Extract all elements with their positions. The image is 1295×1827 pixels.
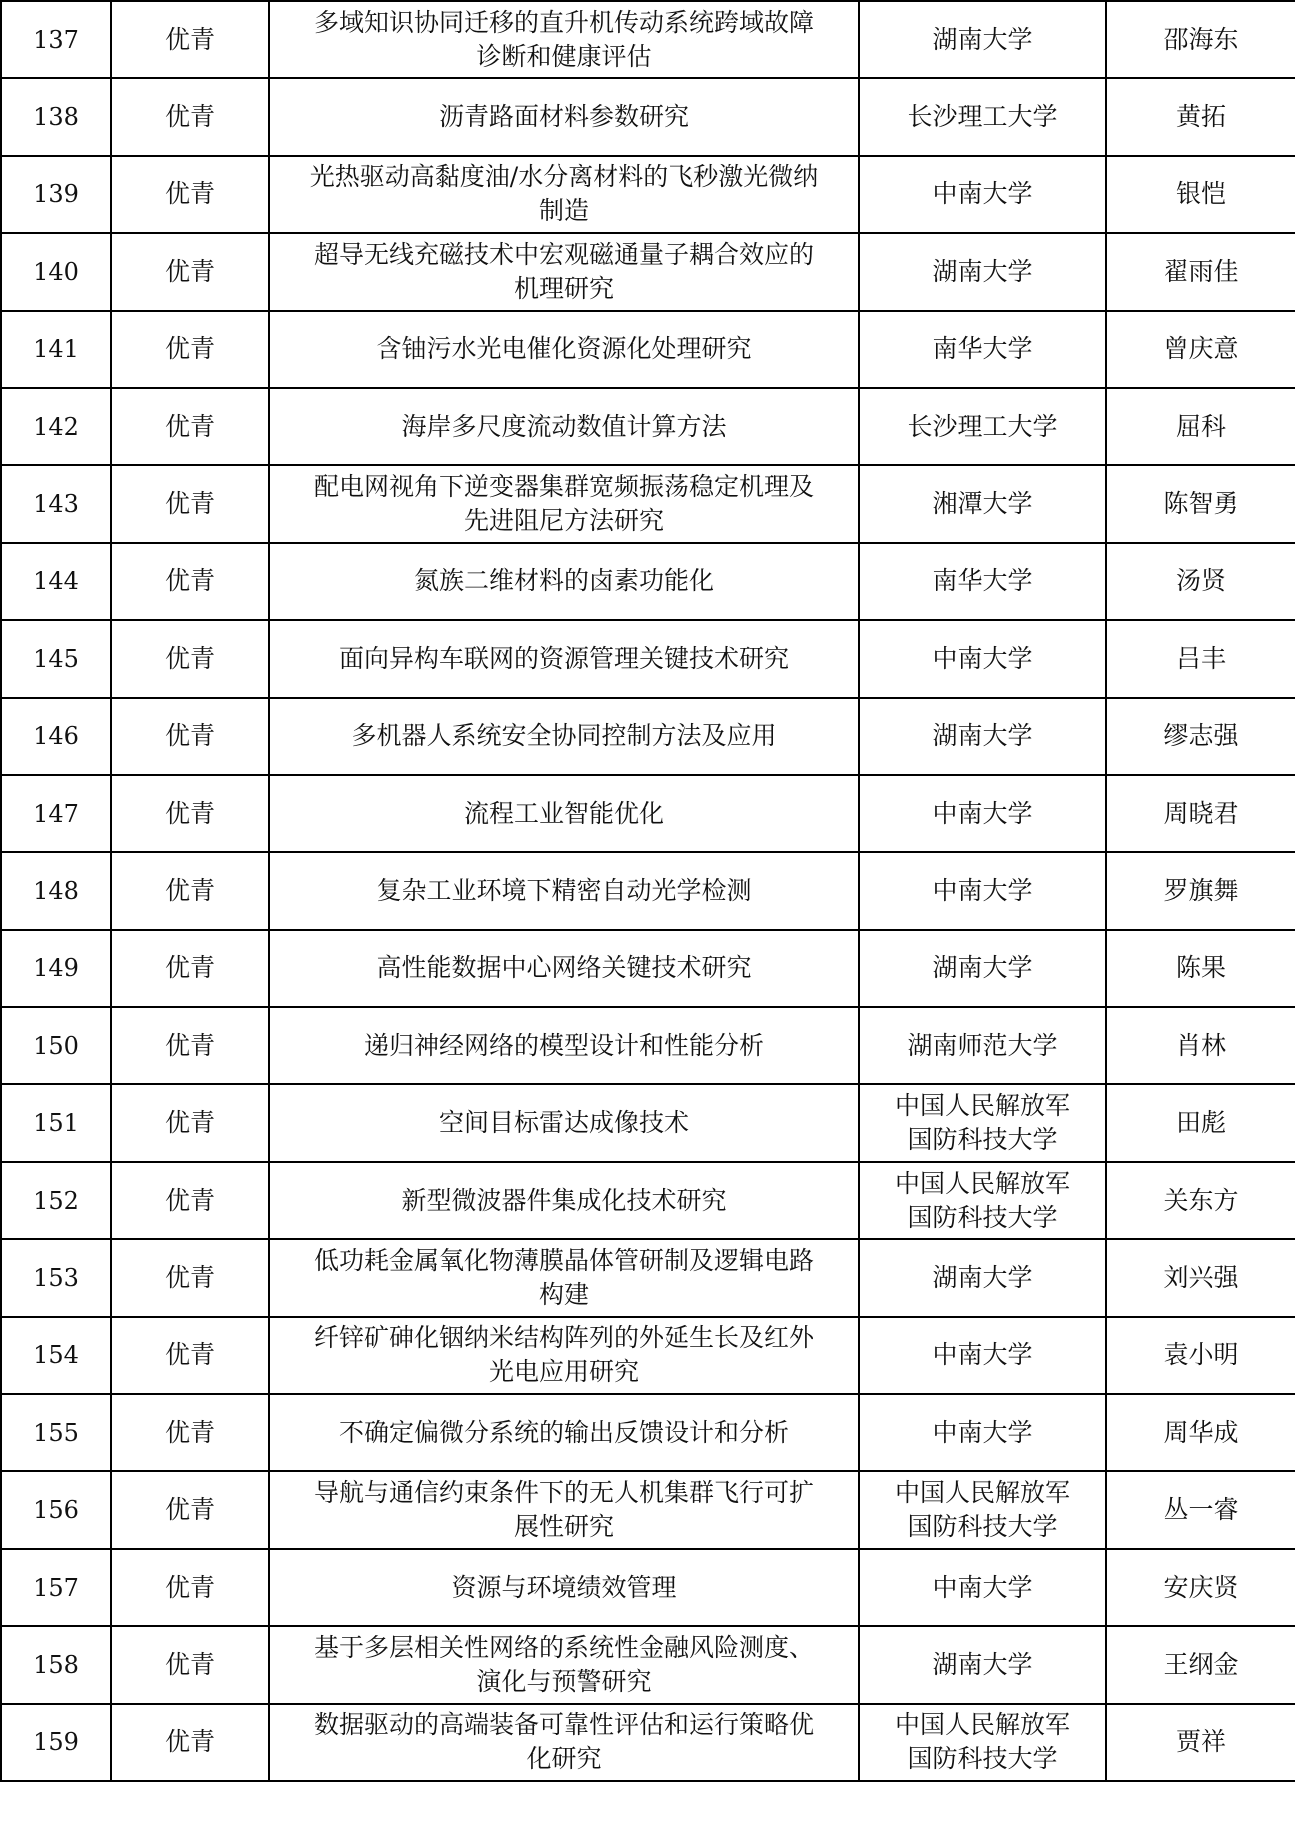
principal-name-cell bbox=[1106, 465, 1295, 542]
table-row bbox=[1, 698, 1295, 775]
principal-name-cell bbox=[1106, 156, 1295, 233]
project-type-cell bbox=[111, 1162, 269, 1239]
institution-cell bbox=[859, 388, 1106, 465]
table-row bbox=[1, 1704, 1295, 1781]
project-title-line: 光热驱动高黏度油/水分离材料的飞秒激光微纳 bbox=[309, 162, 819, 192]
project-type: 优青 bbox=[164, 179, 215, 209]
project-type: 优青 bbox=[164, 1030, 215, 1060]
project-title-line: 基于多层相关性网络的系统性金融风险测度、 bbox=[313, 1632, 814, 1662]
institution-cell bbox=[859, 465, 1106, 542]
principal-name-cell bbox=[1106, 543, 1295, 620]
project-type-cell bbox=[111, 698, 269, 775]
institution-cell bbox=[859, 1471, 1106, 1548]
principal-name: 安庆贤 bbox=[1163, 1572, 1239, 1602]
principal-name-cell bbox=[1106, 1007, 1295, 1084]
project-title-cell bbox=[269, 698, 859, 775]
principal-name: 王纲金 bbox=[1163, 1649, 1239, 1679]
project-title-line: 新型微波器件集成化技术研究 bbox=[401, 1185, 727, 1215]
project-title-cell bbox=[269, 1626, 859, 1703]
project-title-line: 资源与环境绩效管理 bbox=[451, 1572, 677, 1602]
project-type-cell bbox=[111, 543, 269, 620]
project-type: 优青 bbox=[164, 875, 215, 905]
project-title-cell bbox=[269, 852, 859, 929]
institution-line: 中国人民解放军 bbox=[894, 1478, 1070, 1508]
row-number-cell bbox=[1, 1007, 111, 1084]
project-type-cell bbox=[111, 1, 269, 78]
project-title-cell bbox=[269, 78, 859, 155]
table-row bbox=[1, 775, 1295, 852]
institution-line: 湖南师范大学 bbox=[907, 1030, 1058, 1060]
institution-line: 南华大学 bbox=[932, 334, 1033, 364]
institution-cell bbox=[859, 1007, 1106, 1084]
row-number-cell bbox=[1, 1471, 111, 1548]
institution-line: 国防科技大学 bbox=[907, 1512, 1058, 1542]
project-type-cell bbox=[111, 1626, 269, 1703]
institution-line: 国防科技大学 bbox=[907, 1744, 1058, 1774]
table-row bbox=[1, 1549, 1295, 1626]
project-title-line: 含铀污水光电催化资源化处理研究 bbox=[376, 334, 752, 364]
project-title-line: 递归神经网络的模型设计和性能分析 bbox=[363, 1030, 764, 1060]
institution-line: 中南大学 bbox=[932, 643, 1033, 673]
table-row bbox=[1, 1084, 1295, 1161]
row-number: 146 bbox=[33, 722, 79, 751]
principal-name-cell bbox=[1106, 698, 1295, 775]
principal-name-cell bbox=[1106, 930, 1295, 1007]
project-title-line: 构建 bbox=[538, 1279, 589, 1309]
institution-cell bbox=[859, 1317, 1106, 1394]
institution-line: 中南大学 bbox=[932, 1417, 1033, 1447]
project-title-line: 多域知识协同迁移的直升机传动系统跨域故障 bbox=[313, 7, 814, 37]
institution-line: 中南大学 bbox=[932, 1340, 1033, 1370]
institution-line: 长沙理工大学 bbox=[907, 411, 1058, 441]
row-number: 156 bbox=[33, 1496, 79, 1525]
institution-line: 长沙理工大学 bbox=[907, 102, 1058, 132]
project-title-cell bbox=[269, 465, 859, 542]
row-number: 143 bbox=[33, 490, 79, 519]
project-title-cell bbox=[269, 775, 859, 852]
row-number-cell bbox=[1, 698, 111, 775]
project-type: 优青 bbox=[164, 1495, 215, 1525]
institution-line: 中南大学 bbox=[932, 179, 1033, 209]
project-type: 优青 bbox=[164, 1572, 215, 1602]
institution-line: 湖南大学 bbox=[932, 256, 1033, 286]
principal-name-cell bbox=[1106, 1239, 1295, 1316]
table-row bbox=[1, 1317, 1295, 1394]
principal-name-cell bbox=[1106, 1317, 1295, 1394]
row-number-cell bbox=[1, 775, 111, 852]
project-type-cell bbox=[111, 1549, 269, 1626]
institution-cell bbox=[859, 1, 1106, 78]
table-row bbox=[1, 233, 1295, 310]
table-row bbox=[1, 388, 1295, 465]
principal-name-cell bbox=[1106, 388, 1295, 465]
institution-cell bbox=[859, 1239, 1106, 1316]
principal-name: 肖林 bbox=[1175, 1030, 1226, 1060]
institution-line: 中南大学 bbox=[932, 875, 1033, 905]
institution-line: 湘潭大学 bbox=[932, 489, 1033, 519]
project-type-cell bbox=[111, 620, 269, 697]
project-type: 优青 bbox=[164, 798, 215, 828]
principal-name: 陈果 bbox=[1175, 953, 1226, 983]
project-title-cell bbox=[269, 388, 859, 465]
principal-name: 关东方 bbox=[1163, 1185, 1239, 1215]
table-row bbox=[1, 543, 1295, 620]
table-row bbox=[1, 465, 1295, 542]
project-type-cell bbox=[111, 1239, 269, 1316]
project-title-line: 面向异构车联网的资源管理关键技术研究 bbox=[338, 643, 789, 673]
project-title-line: 展性研究 bbox=[513, 1512, 614, 1542]
project-title-cell bbox=[269, 1, 859, 78]
project-type: 优青 bbox=[164, 334, 215, 364]
project-title-line: 纤锌矿砷化铟纳米结构阵列的外延生长及红外 bbox=[313, 1323, 814, 1353]
institution-cell bbox=[859, 156, 1106, 233]
project-type-cell bbox=[111, 930, 269, 1007]
row-number: 153 bbox=[33, 1263, 79, 1292]
project-title-cell bbox=[269, 233, 859, 310]
principal-name: 曾庆意 bbox=[1163, 334, 1239, 364]
project-title-line: 超导无线充磁技术中宏观磁通量子耦合效应的 bbox=[313, 239, 814, 269]
institution-cell bbox=[859, 620, 1106, 697]
institution-line: 中国人民解放军 bbox=[894, 1710, 1070, 1740]
row-number-cell bbox=[1, 465, 111, 542]
principal-name: 翟雨佳 bbox=[1163, 256, 1239, 286]
table-row bbox=[1, 930, 1295, 1007]
institution-cell bbox=[859, 930, 1106, 1007]
row-number: 141 bbox=[33, 335, 79, 364]
institution-line: 中南大学 bbox=[932, 798, 1033, 828]
project-type: 优青 bbox=[164, 953, 215, 983]
row-number: 151 bbox=[33, 1109, 79, 1138]
row-number: 142 bbox=[33, 412, 79, 441]
row-number-cell bbox=[1, 1317, 111, 1394]
table-row bbox=[1, 311, 1295, 388]
institution-cell bbox=[859, 852, 1106, 929]
project-type-cell bbox=[111, 465, 269, 542]
project-type-cell bbox=[111, 1704, 269, 1781]
project-title-cell bbox=[269, 1084, 859, 1161]
row-number-cell bbox=[1, 1704, 111, 1781]
institution-cell bbox=[859, 698, 1106, 775]
institution-cell bbox=[859, 543, 1106, 620]
institution-line: 中南大学 bbox=[932, 1572, 1033, 1602]
institution-line: 南华大学 bbox=[932, 566, 1033, 596]
row-number-cell bbox=[1, 1626, 111, 1703]
row-number: 140 bbox=[33, 257, 79, 286]
principal-name: 黄拓 bbox=[1175, 102, 1226, 132]
project-type: 优青 bbox=[164, 1185, 215, 1215]
principal-name: 邵海东 bbox=[1163, 24, 1239, 54]
institution-line: 国防科技大学 bbox=[907, 1202, 1058, 1232]
project-title-cell bbox=[269, 1239, 859, 1316]
institution-line: 中国人民解放军 bbox=[894, 1091, 1070, 1121]
principal-name-cell bbox=[1106, 852, 1295, 929]
project-type: 优青 bbox=[164, 721, 215, 751]
row-number: 150 bbox=[33, 1031, 79, 1060]
principal-name-cell bbox=[1106, 1084, 1295, 1161]
principal-name-cell bbox=[1106, 620, 1295, 697]
project-type-cell bbox=[111, 1394, 269, 1471]
principal-name: 屈科 bbox=[1175, 411, 1226, 441]
project-title-line: 氮族二维材料的卤素功能化 bbox=[413, 566, 714, 596]
institution-cell bbox=[859, 1549, 1106, 1626]
principal-name: 丛一睿 bbox=[1163, 1495, 1239, 1525]
project-type-cell bbox=[111, 1317, 269, 1394]
row-number-cell bbox=[1, 543, 111, 620]
project-type: 优青 bbox=[164, 1108, 215, 1138]
row-number: 154 bbox=[33, 1341, 79, 1370]
institution-cell bbox=[859, 775, 1106, 852]
project-type-cell bbox=[111, 311, 269, 388]
principal-name: 周华成 bbox=[1163, 1417, 1239, 1447]
row-number: 152 bbox=[33, 1186, 79, 1215]
institution-line: 湖南大学 bbox=[932, 1262, 1033, 1292]
institution-line: 湖南大学 bbox=[932, 24, 1033, 54]
row-number-cell bbox=[1, 1, 111, 78]
table-row bbox=[1, 1471, 1295, 1548]
project-title-line: 多机器人系统安全协同控制方法及应用 bbox=[351, 721, 777, 751]
institution-cell bbox=[859, 1704, 1106, 1781]
project-title-line: 演化与预警研究 bbox=[476, 1666, 652, 1696]
principal-name: 陈智勇 bbox=[1163, 489, 1239, 519]
project-title-line: 诊断和健康评估 bbox=[476, 41, 652, 71]
table-row bbox=[1, 1007, 1295, 1084]
row-number-cell bbox=[1, 1084, 111, 1161]
principal-name-cell bbox=[1106, 311, 1295, 388]
row-number-cell bbox=[1, 1394, 111, 1471]
table-body bbox=[1, 1, 1295, 1781]
table-row bbox=[1, 852, 1295, 929]
project-title-cell bbox=[269, 1162, 859, 1239]
principal-name: 周晓君 bbox=[1163, 798, 1239, 828]
principal-name-cell bbox=[1106, 1, 1295, 78]
institution-cell bbox=[859, 1084, 1106, 1161]
project-type-cell bbox=[111, 1471, 269, 1548]
project-title-cell bbox=[269, 311, 859, 388]
project-title-line: 低功耗金属氧化物薄膜晶体管研制及逻辑电路 bbox=[313, 1245, 814, 1275]
project-type: 优青 bbox=[164, 643, 215, 673]
project-title-line: 流程工业智能优化 bbox=[463, 798, 664, 828]
project-title-line: 复杂工业环境下精密自动光学检测 bbox=[376, 875, 752, 905]
project-type: 优青 bbox=[164, 411, 215, 441]
principal-name: 袁小明 bbox=[1163, 1340, 1239, 1370]
institution-cell bbox=[859, 1394, 1106, 1471]
project-title-cell bbox=[269, 620, 859, 697]
institution-line: 中国人民解放军 bbox=[894, 1168, 1070, 1198]
project-title-cell bbox=[269, 1317, 859, 1394]
project-title-line: 配电网视角下逆变器集群宽频振荡稳定机理及 bbox=[313, 472, 814, 502]
institution-line: 湖南大学 bbox=[932, 953, 1033, 983]
project-title-line: 光电应用研究 bbox=[488, 1357, 639, 1387]
row-number: 145 bbox=[33, 644, 79, 673]
project-title-line: 空间目标雷达成像技术 bbox=[438, 1108, 689, 1138]
row-number: 155 bbox=[33, 1418, 79, 1447]
project-title-line: 制造 bbox=[538, 196, 589, 226]
institution-line: 湖南大学 bbox=[932, 721, 1033, 751]
institution-line: 国防科技大学 bbox=[907, 1125, 1058, 1155]
row-number-cell bbox=[1, 1162, 111, 1239]
project-title-line: 数据驱动的高端装备可靠性评估和运行策略优 bbox=[313, 1710, 814, 1740]
project-title-cell bbox=[269, 1007, 859, 1084]
project-title-line: 化研究 bbox=[526, 1744, 602, 1774]
project-type: 优青 bbox=[164, 256, 215, 286]
project-title-line: 导航与通信约束条件下的无人机集群飞行可扩 bbox=[313, 1478, 814, 1508]
project-type-cell bbox=[111, 156, 269, 233]
row-number: 157 bbox=[33, 1573, 79, 1602]
table-row bbox=[1, 1394, 1295, 1471]
institution-cell bbox=[859, 233, 1106, 310]
table-row bbox=[1, 620, 1295, 697]
principal-name: 刘兴强 bbox=[1163, 1262, 1239, 1292]
row-number-cell bbox=[1, 852, 111, 929]
principal-name: 罗旗舞 bbox=[1163, 875, 1239, 905]
principal-name: 吕丰 bbox=[1175, 643, 1226, 673]
institution-cell bbox=[859, 311, 1106, 388]
principal-name-cell bbox=[1106, 1626, 1295, 1703]
project-type: 优青 bbox=[164, 1340, 215, 1370]
project-type: 优青 bbox=[164, 102, 215, 132]
row-number: 139 bbox=[33, 180, 79, 209]
row-number-cell bbox=[1, 1549, 111, 1626]
project-type-cell bbox=[111, 78, 269, 155]
row-number-cell bbox=[1, 620, 111, 697]
principal-name-cell bbox=[1106, 233, 1295, 310]
row-number-cell bbox=[1, 78, 111, 155]
project-title-line: 先进阻尼方法研究 bbox=[463, 506, 664, 536]
project-title-line: 海岸多尺度流动数值计算方法 bbox=[401, 411, 727, 441]
project-type-cell bbox=[111, 1084, 269, 1161]
principal-name-cell bbox=[1106, 1162, 1295, 1239]
table-row bbox=[1, 1162, 1295, 1239]
project-title-cell bbox=[269, 1549, 859, 1626]
project-type: 优青 bbox=[164, 1649, 215, 1679]
principal-name: 贾祥 bbox=[1175, 1727, 1226, 1757]
row-number-cell bbox=[1, 1239, 111, 1316]
table-row bbox=[1, 1239, 1295, 1316]
project-title-line: 沥青路面材料参数研究 bbox=[438, 102, 689, 132]
row-number: 144 bbox=[33, 567, 79, 596]
row-number: 158 bbox=[33, 1650, 79, 1679]
project-type: 优青 bbox=[164, 1417, 215, 1447]
row-number: 147 bbox=[33, 799, 79, 828]
principal-name-cell bbox=[1106, 78, 1295, 155]
institution-cell bbox=[859, 1626, 1106, 1703]
row-number-cell bbox=[1, 233, 111, 310]
project-title-cell bbox=[269, 156, 859, 233]
table-row bbox=[1, 156, 1295, 233]
principal-name: 田彪 bbox=[1175, 1108, 1226, 1138]
row-number-cell bbox=[1, 388, 111, 465]
project-type: 优青 bbox=[164, 489, 215, 519]
institution-cell bbox=[859, 1162, 1106, 1239]
project-title-cell bbox=[269, 1394, 859, 1471]
table-row bbox=[1, 1626, 1295, 1703]
project-type-cell bbox=[111, 775, 269, 852]
project-type: 优青 bbox=[164, 24, 215, 54]
principal-name-cell bbox=[1106, 1549, 1295, 1626]
project-title-cell bbox=[269, 1704, 859, 1781]
institution-cell bbox=[859, 78, 1106, 155]
project-type-cell bbox=[111, 1007, 269, 1084]
project-type-cell bbox=[111, 852, 269, 929]
project-type-cell bbox=[111, 388, 269, 465]
row-number-cell bbox=[1, 156, 111, 233]
row-number: 137 bbox=[33, 25, 79, 54]
row-number-cell bbox=[1, 930, 111, 1007]
project-title-line: 高性能数据中心网络关键技术研究 bbox=[376, 953, 752, 983]
principal-name: 银恺 bbox=[1175, 179, 1226, 209]
project-title-cell bbox=[269, 930, 859, 1007]
project-type-cell bbox=[111, 233, 269, 310]
principal-name: 汤贤 bbox=[1175, 566, 1226, 596]
row-number: 159 bbox=[33, 1728, 79, 1757]
table-row bbox=[1, 78, 1295, 155]
project-type: 优青 bbox=[164, 1727, 215, 1757]
row-number: 149 bbox=[33, 954, 79, 983]
row-number: 138 bbox=[33, 103, 79, 132]
project-title-cell bbox=[269, 1471, 859, 1548]
project-title-cell bbox=[269, 543, 859, 620]
project-title-line: 不确定偏微分系统的输出反馈设计和分析 bbox=[338, 1417, 789, 1447]
row-number-cell bbox=[1, 311, 111, 388]
project-type: 优青 bbox=[164, 566, 215, 596]
project-title-line: 机理研究 bbox=[513, 273, 614, 303]
institution-line: 湖南大学 bbox=[932, 1649, 1033, 1679]
row-number: 148 bbox=[33, 876, 79, 905]
project-type: 优青 bbox=[164, 1262, 215, 1292]
principal-name-cell bbox=[1106, 1704, 1295, 1781]
principal-name-cell bbox=[1106, 1394, 1295, 1471]
principal-name-cell bbox=[1106, 1471, 1295, 1548]
table-row bbox=[1, 1, 1295, 78]
principal-name-cell bbox=[1106, 775, 1295, 852]
principal-name: 缪志强 bbox=[1163, 721, 1239, 751]
